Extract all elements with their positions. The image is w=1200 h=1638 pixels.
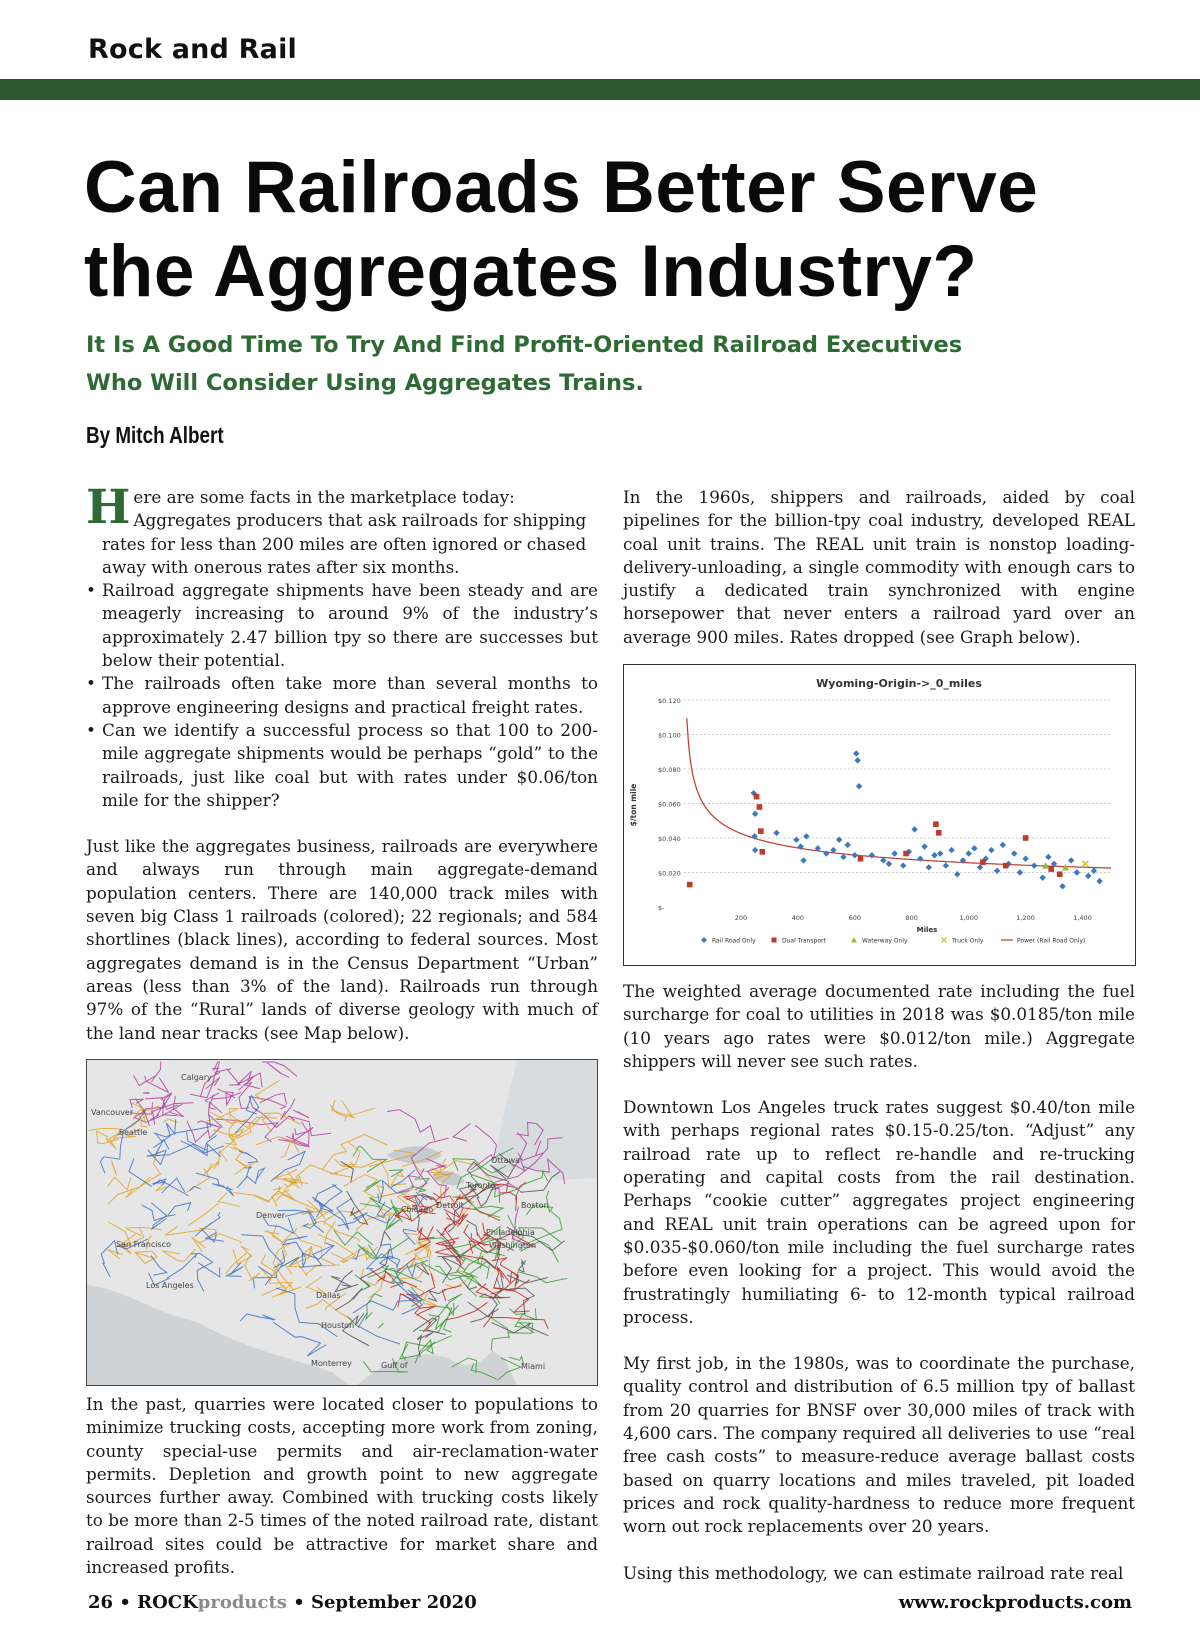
map-city-label: Chicago bbox=[401, 1205, 434, 1214]
chart-point-dual bbox=[858, 856, 864, 862]
subtitle-line-2: Who Will Consider Using Aggregates Trains. bbox=[86, 370, 644, 396]
list-item bbox=[86, 672, 598, 719]
chart-graphic bbox=[624, 665, 1135, 965]
chart-point-rail bbox=[869, 852, 875, 858]
chart-point-rail bbox=[1000, 842, 1006, 848]
chart-point-dual bbox=[757, 804, 763, 810]
legend-marker bbox=[851, 937, 857, 943]
legend-label: Waterway Only bbox=[862, 937, 908, 945]
chart-point-rail bbox=[803, 833, 809, 839]
chart-point-rail bbox=[1059, 883, 1065, 889]
chart-point-dual bbox=[687, 882, 693, 888]
chart-point-rail bbox=[800, 857, 806, 863]
list-item bbox=[86, 579, 598, 672]
footer-separator: • bbox=[119, 1592, 131, 1613]
chart-point-rail bbox=[931, 852, 937, 858]
chart-point-rail bbox=[1068, 857, 1074, 863]
chart-x-tick-label: 1,200 bbox=[1016, 914, 1035, 922]
railroad-map bbox=[86, 1059, 598, 1386]
legend-marker bbox=[701, 937, 707, 943]
map-city-label: Seattle bbox=[119, 1128, 148, 1137]
column-right-top bbox=[623, 486, 1135, 649]
chart-point-dual bbox=[759, 849, 765, 855]
article-subtitle bbox=[86, 326, 1086, 402]
byline: By Mitch Albert bbox=[86, 422, 224, 448]
chart-y-tick-label: $0.040 bbox=[658, 835, 681, 843]
header-rule bbox=[0, 79, 1200, 100]
map-city-label: Los Angeles bbox=[146, 1281, 194, 1290]
column-right-bottom bbox=[623, 980, 1135, 1585]
paragraph-railroads: Just like the aggregates business, railroads are everywhere and always run through main aggregate-demand population centers. There are 140,000 track miles with seven big Class 1 railroads (colored); 22 regionals; and 584 shortlines (black lines), according to federal sources. Most aggregates demand is in the Census Department “Urban” areas (less than 3% of the land). Railroads run through 97% of the “Rural” lands of diverse geology with much of the land near tracks (see Map below). bbox=[86, 836, 598, 1043]
chart-x-tick-label: 400 bbox=[791, 914, 805, 922]
chart-x-tick-label: 1,000 bbox=[959, 914, 978, 922]
chart-point-rail bbox=[917, 856, 923, 862]
chart-point-rail bbox=[900, 862, 906, 868]
article-title bbox=[84, 146, 1164, 314]
chart-point-rail bbox=[1022, 856, 1028, 862]
chart-x-tick-label: 1,400 bbox=[1073, 914, 1092, 922]
page-number: 26 bbox=[88, 1592, 114, 1613]
chart-point-rail bbox=[853, 750, 859, 756]
chart-point-rail bbox=[971, 845, 977, 851]
map-city-label: Detroit bbox=[436, 1201, 464, 1210]
section-label: Rock and Rail bbox=[88, 34, 297, 65]
list-item bbox=[86, 719, 598, 812]
chart-point-dual bbox=[1023, 835, 1029, 841]
map-city-label: San Francisco bbox=[116, 1240, 171, 1249]
chart-point-rail bbox=[988, 847, 994, 853]
chart-y-tick-label: $0.100 bbox=[658, 731, 681, 740]
chart-point-rail bbox=[1039, 874, 1045, 880]
legend-label: Dual Transport bbox=[782, 937, 826, 945]
chart-point-rail bbox=[948, 847, 954, 853]
power-trendline bbox=[687, 718, 1111, 868]
chart-point-dual bbox=[1003, 863, 1009, 869]
chart-point-dual bbox=[758, 828, 764, 834]
chart-point-rail bbox=[752, 811, 758, 817]
rate-chart bbox=[623, 664, 1136, 966]
intro-text: ere are some facts in the marketplace today: bbox=[133, 487, 515, 507]
chart-point-rail bbox=[836, 837, 842, 843]
title-line-1: Can Railroads Better Serve bbox=[84, 147, 1039, 228]
chart-point-rail bbox=[844, 842, 850, 848]
bullet-text: Aggregates producers that ask railroads for shipping rates for less than 200 miles are often ignored or chased away with onerous rates after six months. bbox=[102, 510, 587, 577]
chart-point-rail bbox=[1074, 869, 1080, 875]
map-city-label: Houston bbox=[321, 1321, 355, 1330]
chart-point-rail bbox=[921, 843, 927, 849]
chart-point-rail bbox=[926, 864, 932, 870]
paragraph-quarries: In the past, quarries were located closer to populations to minimize trucking costs, accepting more work from zoning, county special-use permits and air-reclamation-water permits. Depletion and growth point to new aggregate sources further away. Combined with trucking costs likely to be more than 2-5 times of the noted railroad rate, distant railroad sites could be attractive for market share and increased profits. bbox=[86, 1394, 598, 1578]
map-city-label: Miami bbox=[521, 1362, 546, 1371]
chart-point-dual bbox=[903, 851, 909, 857]
map-city-label: Ottawa bbox=[491, 1156, 520, 1165]
chart-point-rail bbox=[840, 854, 846, 860]
map-city-label: Boston bbox=[521, 1201, 549, 1210]
legend-marker bbox=[942, 938, 947, 943]
legend-label: Power (Rail Road Only) bbox=[1017, 937, 1086, 945]
legend-marker bbox=[772, 938, 777, 943]
map-city-label: Vancouver bbox=[91, 1108, 134, 1117]
chart-point-dual bbox=[936, 830, 942, 836]
drop-cap: H bbox=[86, 480, 131, 535]
chart-x-label: Miles bbox=[916, 926, 938, 934]
chart-point-rail bbox=[911, 826, 917, 832]
chart-point-rail bbox=[954, 871, 960, 877]
map-city-label: Monterrey bbox=[311, 1359, 352, 1368]
chart-point-rail bbox=[854, 757, 860, 763]
chart-point-dual bbox=[933, 821, 939, 827]
paragraph-weighted: The weighted average documented rate including the fuel surcharge for coal to utilities in 2018 was $0.0185/ton mile (10 years ago rates were $0.012/ton mile.) Aggregate shippers will never see such rates. bbox=[623, 981, 1135, 1071]
map-city-label: Calgary bbox=[181, 1073, 212, 1082]
magazine-products: products bbox=[197, 1592, 287, 1613]
rail-line bbox=[489, 1297, 510, 1298]
chart-point-rail bbox=[1031, 862, 1037, 868]
chart-point-dual bbox=[980, 859, 986, 865]
chart-y-label: $/ton mile bbox=[629, 783, 638, 827]
paragraph-methodology: Using this methodology, we can estimate railroad rate real bbox=[623, 1562, 1124, 1583]
chart-point-rail bbox=[773, 830, 779, 836]
chart-point-rail bbox=[965, 850, 971, 856]
chart-point-rail bbox=[891, 850, 897, 856]
map-city-label: Washington bbox=[489, 1241, 537, 1250]
legend-label: Rail Road Only bbox=[712, 937, 756, 945]
bullet-text: The railroads often take more than several months to approve engineering designs and practical freight rates. bbox=[102, 673, 598, 717]
map-city-label: Denver bbox=[256, 1211, 286, 1220]
paragraph-1960s: In the 1960s, shippers and railroads, aided by coal pipelines for the billion-tpy coal industry, developed REAL coal unit trains. The REAL unit train is nonstop loading-delivery-unloading, a single commodity with enough cars to justify a dedicated train synchronized with engine horsepower that never enters a railroad yard over an average 900 miles. Rates dropped (see Graph below). bbox=[623, 487, 1135, 647]
chart-point-rail bbox=[1045, 854, 1051, 860]
issue-date: September 2020 bbox=[310, 1592, 477, 1613]
chart-x-tick-label: 800 bbox=[905, 914, 918, 922]
chart-point-rail bbox=[943, 862, 949, 868]
website-link[interactable]: www.rockproducts.com bbox=[898, 1592, 1132, 1613]
chart-point-dual bbox=[1048, 866, 1054, 872]
chart-point-dual bbox=[754, 794, 760, 800]
chart-point-rail bbox=[977, 864, 983, 870]
map-city-label: Gulf of bbox=[381, 1361, 408, 1370]
footer-separator: • bbox=[293, 1592, 305, 1613]
chart-point-rail bbox=[937, 850, 943, 856]
chart-point-rail bbox=[1017, 869, 1023, 875]
column-left-bottom bbox=[86, 1393, 598, 1579]
column-left bbox=[86, 480, 598, 1045]
magazine-rock: ROCK bbox=[137, 1592, 198, 1613]
magazine-name bbox=[137, 1592, 287, 1613]
chart-point-rail bbox=[1096, 878, 1102, 884]
chart-y-tick-label: $0.060 bbox=[658, 800, 681, 809]
footer-left bbox=[88, 1592, 477, 1613]
list-item bbox=[86, 480, 598, 579]
map-city-label: Dallas bbox=[316, 1291, 341, 1300]
chart-y-tick-label: $- bbox=[658, 904, 665, 912]
chart-y-tick-label: $0.120 bbox=[658, 697, 681, 705]
paragraph-first-job: My first job, in the 1980s, was to coordinate the purchase, quality control and distribution of 6.5 million tpy of ballast from 20 quarries for BNSF over 30,000 miles of track with 4,600 cars. The company required all deliveries to use “real free cash costs” to measure-reduce average ballast costs based on quarry locations and miles traveled, pit loaded prices and rock quality-hardness to reduce more frequent worn out rock replacements over 20 years. bbox=[623, 1353, 1135, 1537]
chart-point-rail bbox=[1011, 850, 1017, 856]
chart-point-truck bbox=[1082, 861, 1088, 867]
chart-point-rail bbox=[1085, 873, 1091, 879]
chart-point-dual bbox=[1057, 871, 1063, 877]
chart-x-tick-label: 200 bbox=[734, 914, 748, 922]
map-graphic bbox=[87, 1060, 597, 1385]
chart-point-rail bbox=[793, 837, 799, 843]
chart-point-rail bbox=[856, 783, 862, 789]
facts-list bbox=[86, 480, 598, 812]
bullet-text: Railroad aggregate shipments have been steady and are meagerly increasing to around 9% of the industry’s approximately 2.47 billion tpy so there are successes but below their potential. bbox=[102, 580, 598, 671]
chart-x-tick-label: 600 bbox=[848, 914, 862, 922]
paragraph-los-angeles: Downtown Los Angeles truck rates suggest $0.40/ton mile with perhaps regional rates $0.15-0.25/ton. “Adjust” any railroad rate up to reflect re-handle and re-trucking operating and capital costs from the rail destination. Perhaps “cookie cutter” aggregates project engineering and REAL unit train operations can be agreed upon for $0.035-$0.060/ton mile including the fuel surcharge rates before even looking for a project. This would avoid the frustratingly humiliating 6- to 12-month typical railroad process. bbox=[623, 1097, 1135, 1327]
title-line-2: the Aggregates Industry? bbox=[84, 231, 978, 312]
chart-title: Wyoming-Origin->_0_miles bbox=[816, 677, 982, 690]
subtitle-line-1: It Is A Good Time To Try And Find Profit-Oriented Railroad Executives bbox=[86, 332, 963, 358]
chart-point-rail bbox=[852, 852, 858, 858]
chart-point-rail bbox=[994, 868, 1000, 874]
chart-point-rail bbox=[1091, 868, 1097, 874]
legend-label: Truck Only bbox=[952, 937, 984, 945]
bullet-text: Can we identify a successful process so that 100 to 200-mile aggregate shipments would be perhaps “gold” to the railroads, just like coal but with rates under $0.06/ton mile for the shipper? bbox=[102, 719, 598, 810]
chart-point-rail bbox=[886, 861, 892, 867]
map-city-label: Toronto bbox=[466, 1181, 496, 1190]
chart-y-tick-label: $0.080 bbox=[658, 766, 681, 774]
map-city-label: Philadelphia bbox=[486, 1228, 535, 1237]
chart-y-tick-label: $0.020 bbox=[658, 869, 681, 878]
chart-point-rail bbox=[752, 847, 758, 853]
